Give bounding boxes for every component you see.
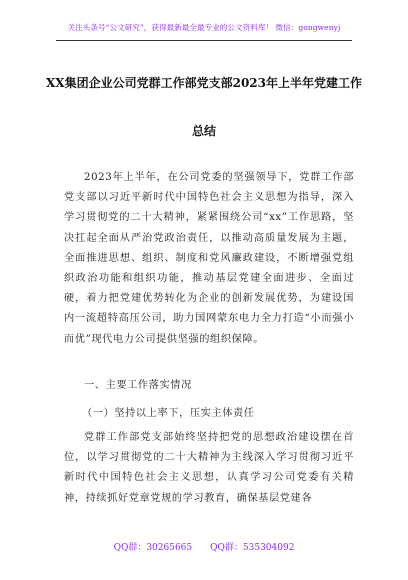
document-title: XX集团企业公司党群工作部党支部2023年上半年党建工作 [45, 76, 363, 90]
document-title-continued: 总结 [191, 124, 216, 138]
body-paragraph: 党群工作部党支部始终坚持把党的思想政治建设摆在首位，以学习贯彻党的二十大精神为主线深入学习贯彻习近平新时代中国特色社会主义思想，认真学习公司党委有关精神，持续抓好党章党规的学习教育，确保基层党建各 [64, 432, 354, 504]
intro-paragraph: 2023年上半年，在公司党委的坚强领导下，党群工作部党支部以习近平新时代中国特色社会主义思想为指导，深入学习贯彻党的二十大精神，紧紧围绕公司“xx”工作思路，坚决扛起全面从严治党政治责任，以推动高质量发展为主题，全面推进思想、组织、制度和党风廉政建设，不断增强党组织政治功能和组织功能，推动基层党建全面进步、全面过硬，着力把党建优势转化为企业的创新发展优势，为建设国内一流超特高压公司，助力国网蒙东电力全力打造“小而强小而优”现代电力公司提供坚强的组织保障。 [64, 172, 354, 345]
footer-qq-group-2: QQ群：535304092 [210, 543, 295, 553]
section-heading: 一、主要工作落实情况 [84, 380, 192, 391]
footer-contact [0, 540, 408, 553]
header-promo-note: 关注头条号“公文研究”，获得最新最全最专业的公文资料库！ 微信：gongwenyj [67, 23, 341, 32]
footer-qq-group-1: QQ群：30265665 [113, 543, 193, 553]
subsection-heading: （一）坚持以上率下，压实主体责任 [82, 408, 255, 419]
header-divider [56, 40, 352, 41]
